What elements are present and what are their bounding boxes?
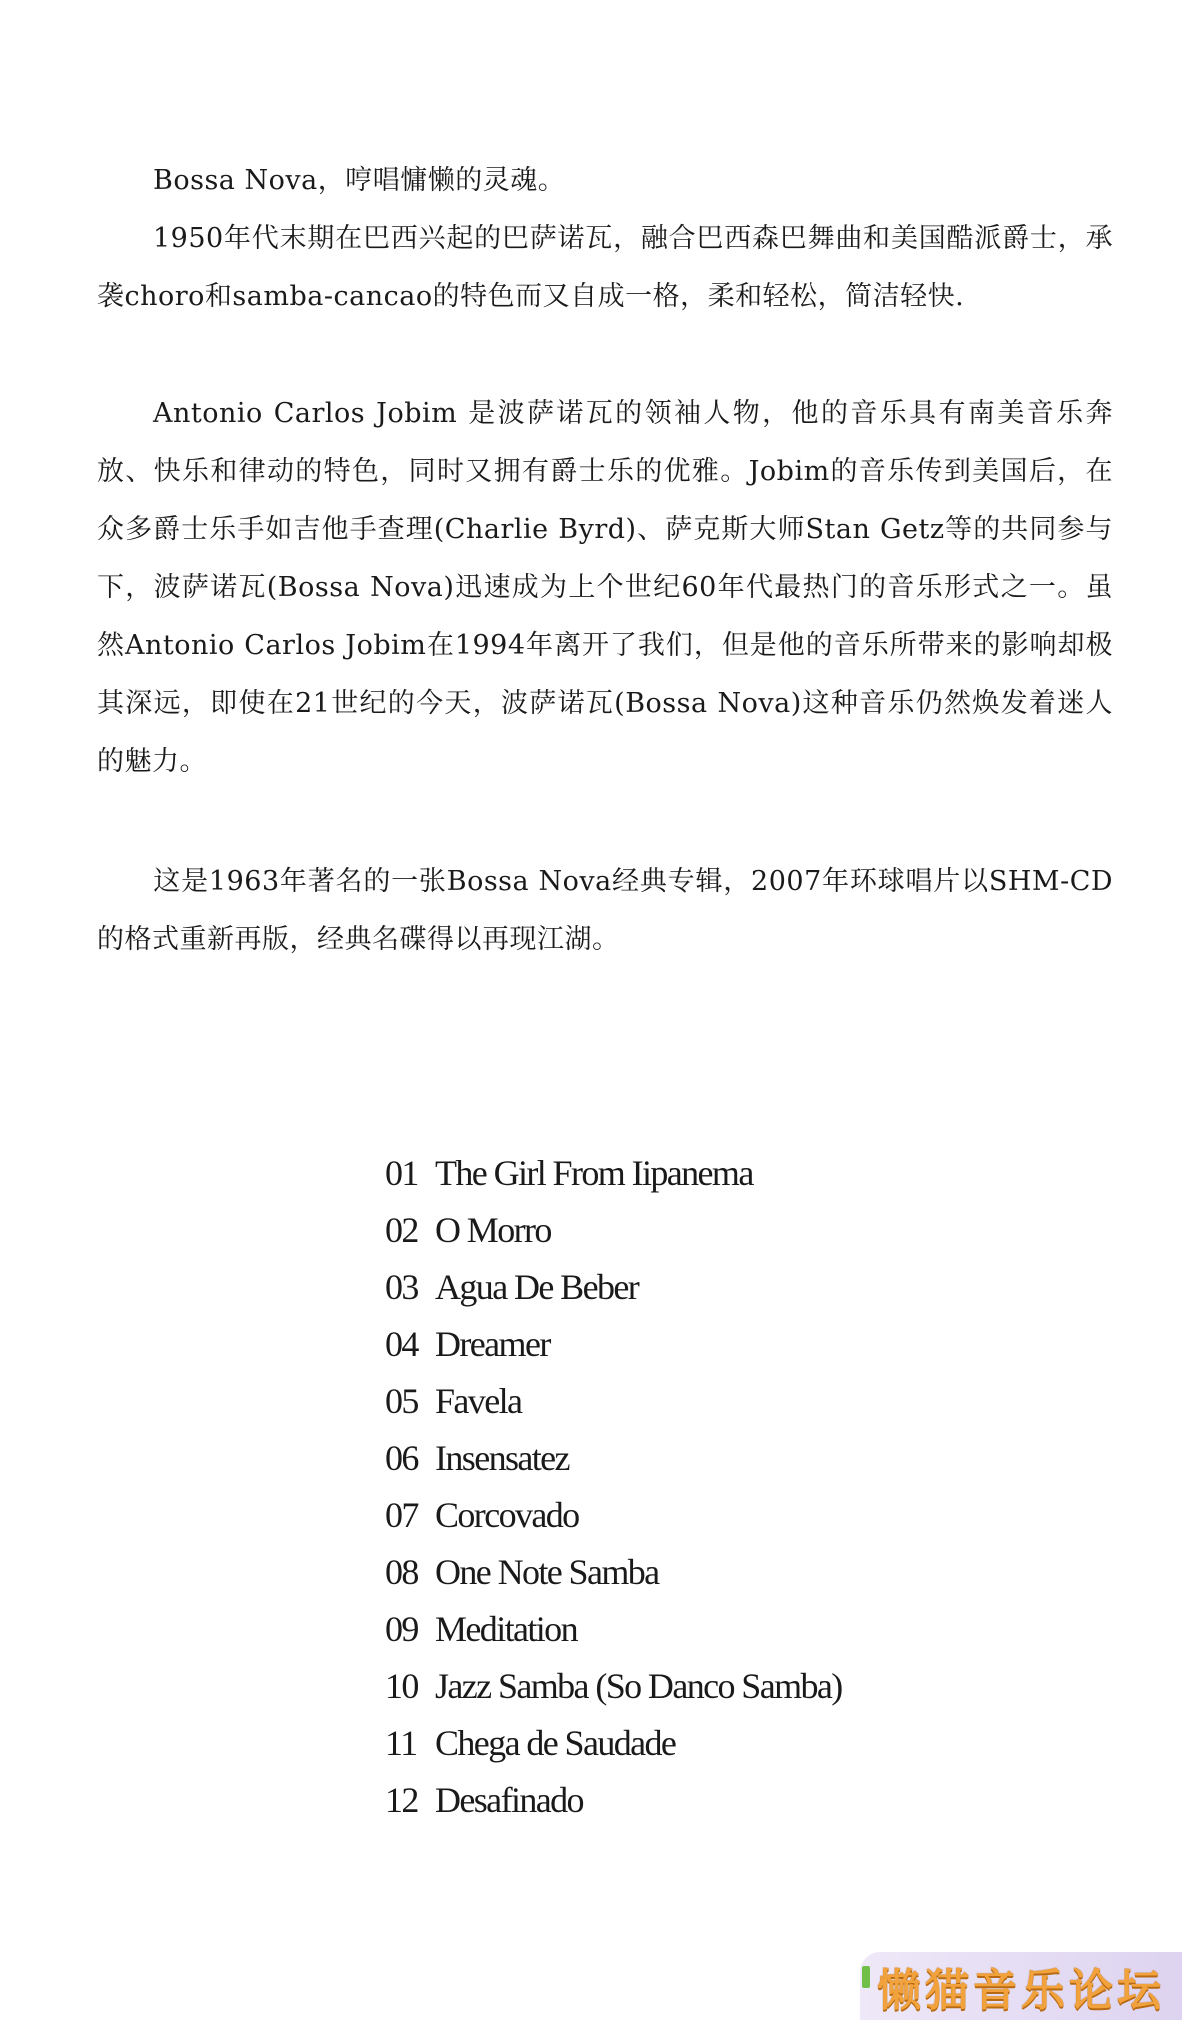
track-number: 08 bbox=[385, 1552, 418, 1592]
track-number: 01 bbox=[385, 1153, 418, 1193]
intro-text: Bossa Nova，哼唱慵懒的灵魂。 bbox=[153, 165, 566, 196]
track-title: Corcovado bbox=[435, 1495, 579, 1535]
track-number: 10 bbox=[385, 1666, 418, 1706]
track-item bbox=[385, 1145, 842, 1202]
track-item bbox=[385, 1316, 842, 1373]
track-number: 07 bbox=[385, 1495, 418, 1535]
album-text: 这是1963年著名的一张Bossa Nova经典专辑，2007年环球唱片以SHM-CD的格式重新再版，经典名碟得以再现江湖。 bbox=[97, 866, 1113, 955]
track-item bbox=[385, 1544, 842, 1601]
track-title: O Morro bbox=[435, 1210, 551, 1250]
jobim-text: Antonio Carlos Jobim 是波萨诺瓦的领袖人物，他的音乐具有南美音乐奔放、快乐和律动的特色，同时又拥有爵士乐的优雅。Jobim的音乐传到美国后，在众多爵士乐手如吉他手查理(Charlie Byrd)、萨克斯大师Stan Getz等的共同参与下，波萨诺瓦(Bossa Nova)迅速成为上个世纪60年代最热门的音乐形式之一。虽然Antonio Carlos Jobim在1994年离开了我们，但是他的音乐所带来的影响却极其深远，即使在21世纪的今天，波萨诺瓦(Bossa Nova)这种音乐仍然焕发着迷人的魅力。 bbox=[97, 398, 1113, 777]
track-item bbox=[385, 1430, 842, 1487]
track-item bbox=[385, 1715, 842, 1772]
forum-watermark bbox=[860, 1952, 1182, 2020]
track-title: Agua De Beber bbox=[435, 1267, 639, 1307]
track-title: Desafinado bbox=[435, 1780, 583, 1820]
track-item bbox=[385, 1202, 842, 1259]
leaf-icon bbox=[862, 1966, 870, 1988]
track-title: The Girl From Iipanema bbox=[435, 1153, 753, 1193]
history-text: 1950年代末期在巴西兴起的巴萨诺瓦，融合巴西森巴舞曲和美国酷派爵士，承袭choro和samba-cancao的特色而又自成一格，柔和轻松，简洁轻快. bbox=[97, 223, 1113, 312]
track-number: 09 bbox=[385, 1609, 418, 1649]
track-title: Chega de Saudade bbox=[435, 1723, 676, 1763]
track-title: Meditation bbox=[435, 1609, 577, 1649]
track-title: Dreamer bbox=[435, 1324, 550, 1364]
track-item bbox=[385, 1601, 842, 1658]
track-number: 06 bbox=[385, 1438, 418, 1478]
track-title: Jazz Samba (So Danco Samba) bbox=[435, 1666, 842, 1706]
track-list bbox=[385, 1145, 842, 1829]
track-item bbox=[385, 1487, 842, 1544]
track-title: Insensatez bbox=[435, 1438, 569, 1478]
track-item bbox=[385, 1658, 842, 1715]
track-number: 02 bbox=[385, 1210, 418, 1250]
history-paragraph bbox=[97, 210, 1113, 326]
track-item bbox=[385, 1373, 842, 1430]
track-number: 05 bbox=[385, 1381, 418, 1421]
track-number: 11 bbox=[385, 1723, 417, 1763]
track-title: One Note Samba bbox=[435, 1552, 659, 1592]
track-number: 12 bbox=[385, 1780, 418, 1820]
track-item bbox=[385, 1772, 842, 1829]
album-paragraph bbox=[97, 853, 1113, 969]
intro-paragraph bbox=[97, 152, 1113, 210]
watermark-text: 懒猫音乐论坛 bbox=[877, 1965, 1165, 2016]
track-item bbox=[385, 1259, 842, 1316]
track-number: 04 bbox=[385, 1324, 418, 1364]
track-number: 03 bbox=[385, 1267, 418, 1307]
track-title: Favela bbox=[435, 1381, 522, 1421]
jobim-paragraph bbox=[97, 385, 1113, 791]
